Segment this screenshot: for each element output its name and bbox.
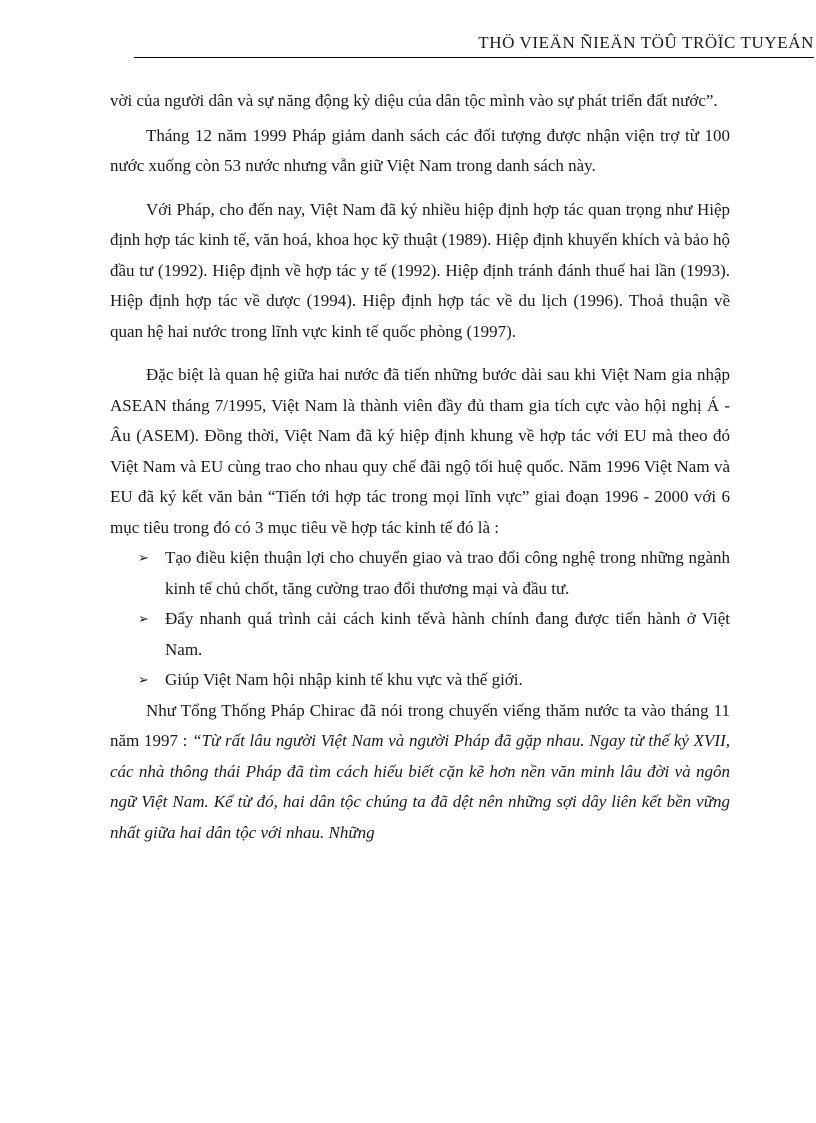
paragraph-5 xyxy=(110,696,730,849)
arrowhead-bullet-icon: ➢ xyxy=(138,550,149,565)
bullet-item-3 xyxy=(110,665,730,696)
arrowhead-bullet-icon: ➢ xyxy=(138,672,149,687)
arrowhead-bullet-icon: ➢ xyxy=(138,611,149,626)
document-body xyxy=(110,86,730,848)
chirac-quote: “Từ rất lâu người Việt Nam và người Pháp đã gặp nhau. Ngay từ thế kỷ XVII, các nhà thông thái Pháp đã tìm cách hiểu biết cặn kẽ hơn nền văn minh lâu đời và ngôn ngữ Việt Nam. Kể từ đó, hai dân tộc chúng ta đã dệt nên những sợi dây liên kết bền vững nhất giữa hai dân tộc với nhau. Những xyxy=(110,731,730,842)
paragraph-2: Tháng 12 năm 1999 Pháp giảm danh sách các đối tượng được nhận viện trợ từ 100 nước xuống còn 53 nước nhưng vẫn giữ Việt Nam trong danh sách này. xyxy=(110,125,730,175)
bullet-item-1 xyxy=(110,543,730,604)
paragraph-1: vời của người dân và sự năng động kỳ diệu của dân tộc mình vào sự phát triển đất nước”. xyxy=(110,91,718,110)
bullet-item-2 xyxy=(110,604,730,665)
paragraph-4: Đặc biệt là quan hệ giữa hai nước đã tiến những bước dài sau khi Việt Nam gia nhập ASEAN tháng 7/1995, Việt Nam là thành viên đầy đủ tham gia tích cực vào hội nghị Á - Âu (ASEM). Đồng thời, Việt Nam đã ký hiệp định khung về hợp tác với EU mà theo đó Việt Nam và EU cùng trao cho nhau quy chế đãi ngộ tối huệ quốc. Năm 1996 Việt Nam và EU đã ký kết văn bản “Tiến tới hợp tác trong mọi lĩnh vực” giai đoạn 1996 - 2000 với 6 mục tiêu trong đó có 3 mục tiêu về hợp tác kinh tế đó là : xyxy=(110,365,730,537)
bullet-text: Tạo điều kiện thuận lợi cho chuyển giao và trao đổi công nghệ trong những ngành kinh tế chủ chốt, tăng cường trao đổi thương mại và đầu tư. xyxy=(165,548,730,598)
bullet-text: Đẩy nhanh quá trình cải cách kinh tếvà hành chính đang được tiến hành ở Việt Nam. xyxy=(165,609,730,659)
paragraph-3: Với Pháp, cho đến nay, Việt Nam đã ký nhiều hiệp định hợp tác quan trọng như Hiệp định hợp tác kinh tế, văn hoá, khoa học kỹ thuật (1989). Hiệp định khuyến khích và bảo hộ đầu tư (1992). Hiệp định về hợp tác y tế (1992). Hiệp định tránh đánh thuế hai lần (1993). Hiệp định hợp tác về dược (1994). Hiệp định hợp tác về du lịch (1996). Thoả thuận về quan hệ hai nước trong lĩnh vực kinh tế quốc phòng (1997). xyxy=(110,199,730,341)
paragraph-5-lead: Như Tổng Thống Pháp Chirac đã nói trong chuyến viếng thăm nước ta vào tháng 11 năm 1997 : xyxy=(110,700,730,750)
page-header: THÖ VIEÄN ÑIEÄN TÖÛ TRÖÏC TUYEÁN xyxy=(134,33,814,58)
bullet-text: Giúp Việt Nam hội nhập kinh tế khu vực và thế giới. xyxy=(165,670,523,689)
